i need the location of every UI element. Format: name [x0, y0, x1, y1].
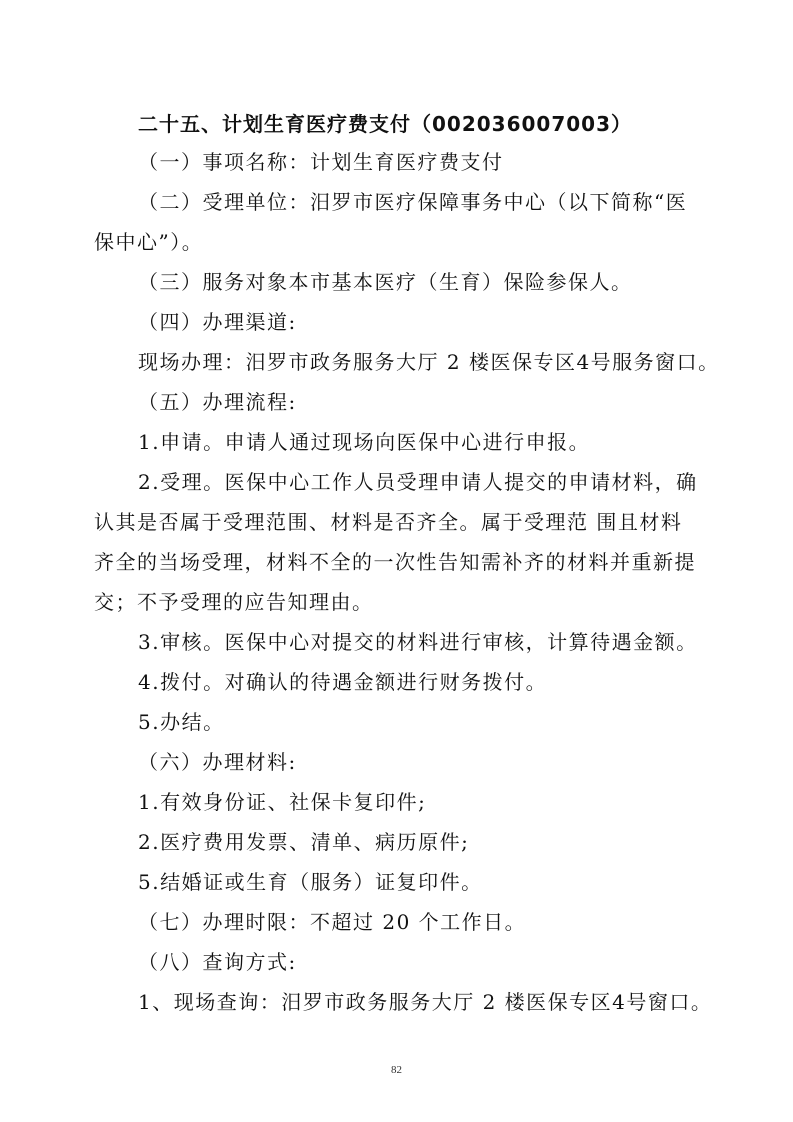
inquiry-method-1: 1、现场查询：汨罗市政务服务大厅 2 楼医保专区4号窗口。 [138, 990, 713, 1014]
onsite-handling: 现场办理：汨罗市政务服务大厅 2 楼医保专区4号服务窗口。 [138, 350, 720, 374]
channels-heading: （四）办理渠道: [138, 310, 297, 334]
process-step-2-line-2: 认其是否属于受理范围、材料是否齐全。属于受理范 围且材料 [94, 510, 683, 534]
time-limit: （七）办理时限：不超过 20 个工作日。 [138, 910, 527, 934]
process-step-2-line-4: 交；不予受理的应告知理由。 [94, 590, 374, 614]
accepting-unit-line-1: （二）受理单位：汨罗市医疗保障事务中心（以下简称“医 [138, 190, 688, 214]
inquiry-heading: （八）查询方式: [138, 950, 297, 974]
materials-heading: （六）办理材料: [138, 750, 297, 774]
process-step-2-line-1: 2.受理。医保中心工作人员受理申请人提交的申请材料，确 [138, 470, 698, 494]
process-heading: （五）办理流程: [138, 390, 297, 414]
accepting-unit-line-2: 保中心”）。 [94, 230, 204, 254]
process-step-5: 5.办结。 [138, 710, 225, 734]
page-number: 82 [391, 1064, 402, 1076]
item-name: （一）事项名称：计划生育医疗费支付 [138, 150, 504, 174]
process-step-4: 4.拨付。对确认的待遇金额进行财务拨付。 [138, 670, 548, 694]
section-title: 二十五、计划生育医疗费支付（002036007003） [138, 112, 632, 136]
process-step-2-line-3: 齐全的当场受理，材料不全的一次性告知需补齐的材料并重新提 [94, 550, 696, 574]
process-step-1: 1.申请。申请人通过现场向医保中心进行申报。 [138, 430, 591, 454]
material-2: 2.医疗费用发票、清单、病历原件; [138, 830, 470, 854]
service-target: （三）服务对象本市基本医疗（生育）保险参保人。 [138, 270, 633, 294]
material-1: 1.有效身份证、社保卡复印件; [138, 790, 427, 814]
material-3: 5.结婚证或生育（服务）证复印件。 [138, 870, 483, 894]
process-step-3: 3.审核。医保中心对提交的材料进行审核，计算待遇金额。 [138, 630, 698, 654]
